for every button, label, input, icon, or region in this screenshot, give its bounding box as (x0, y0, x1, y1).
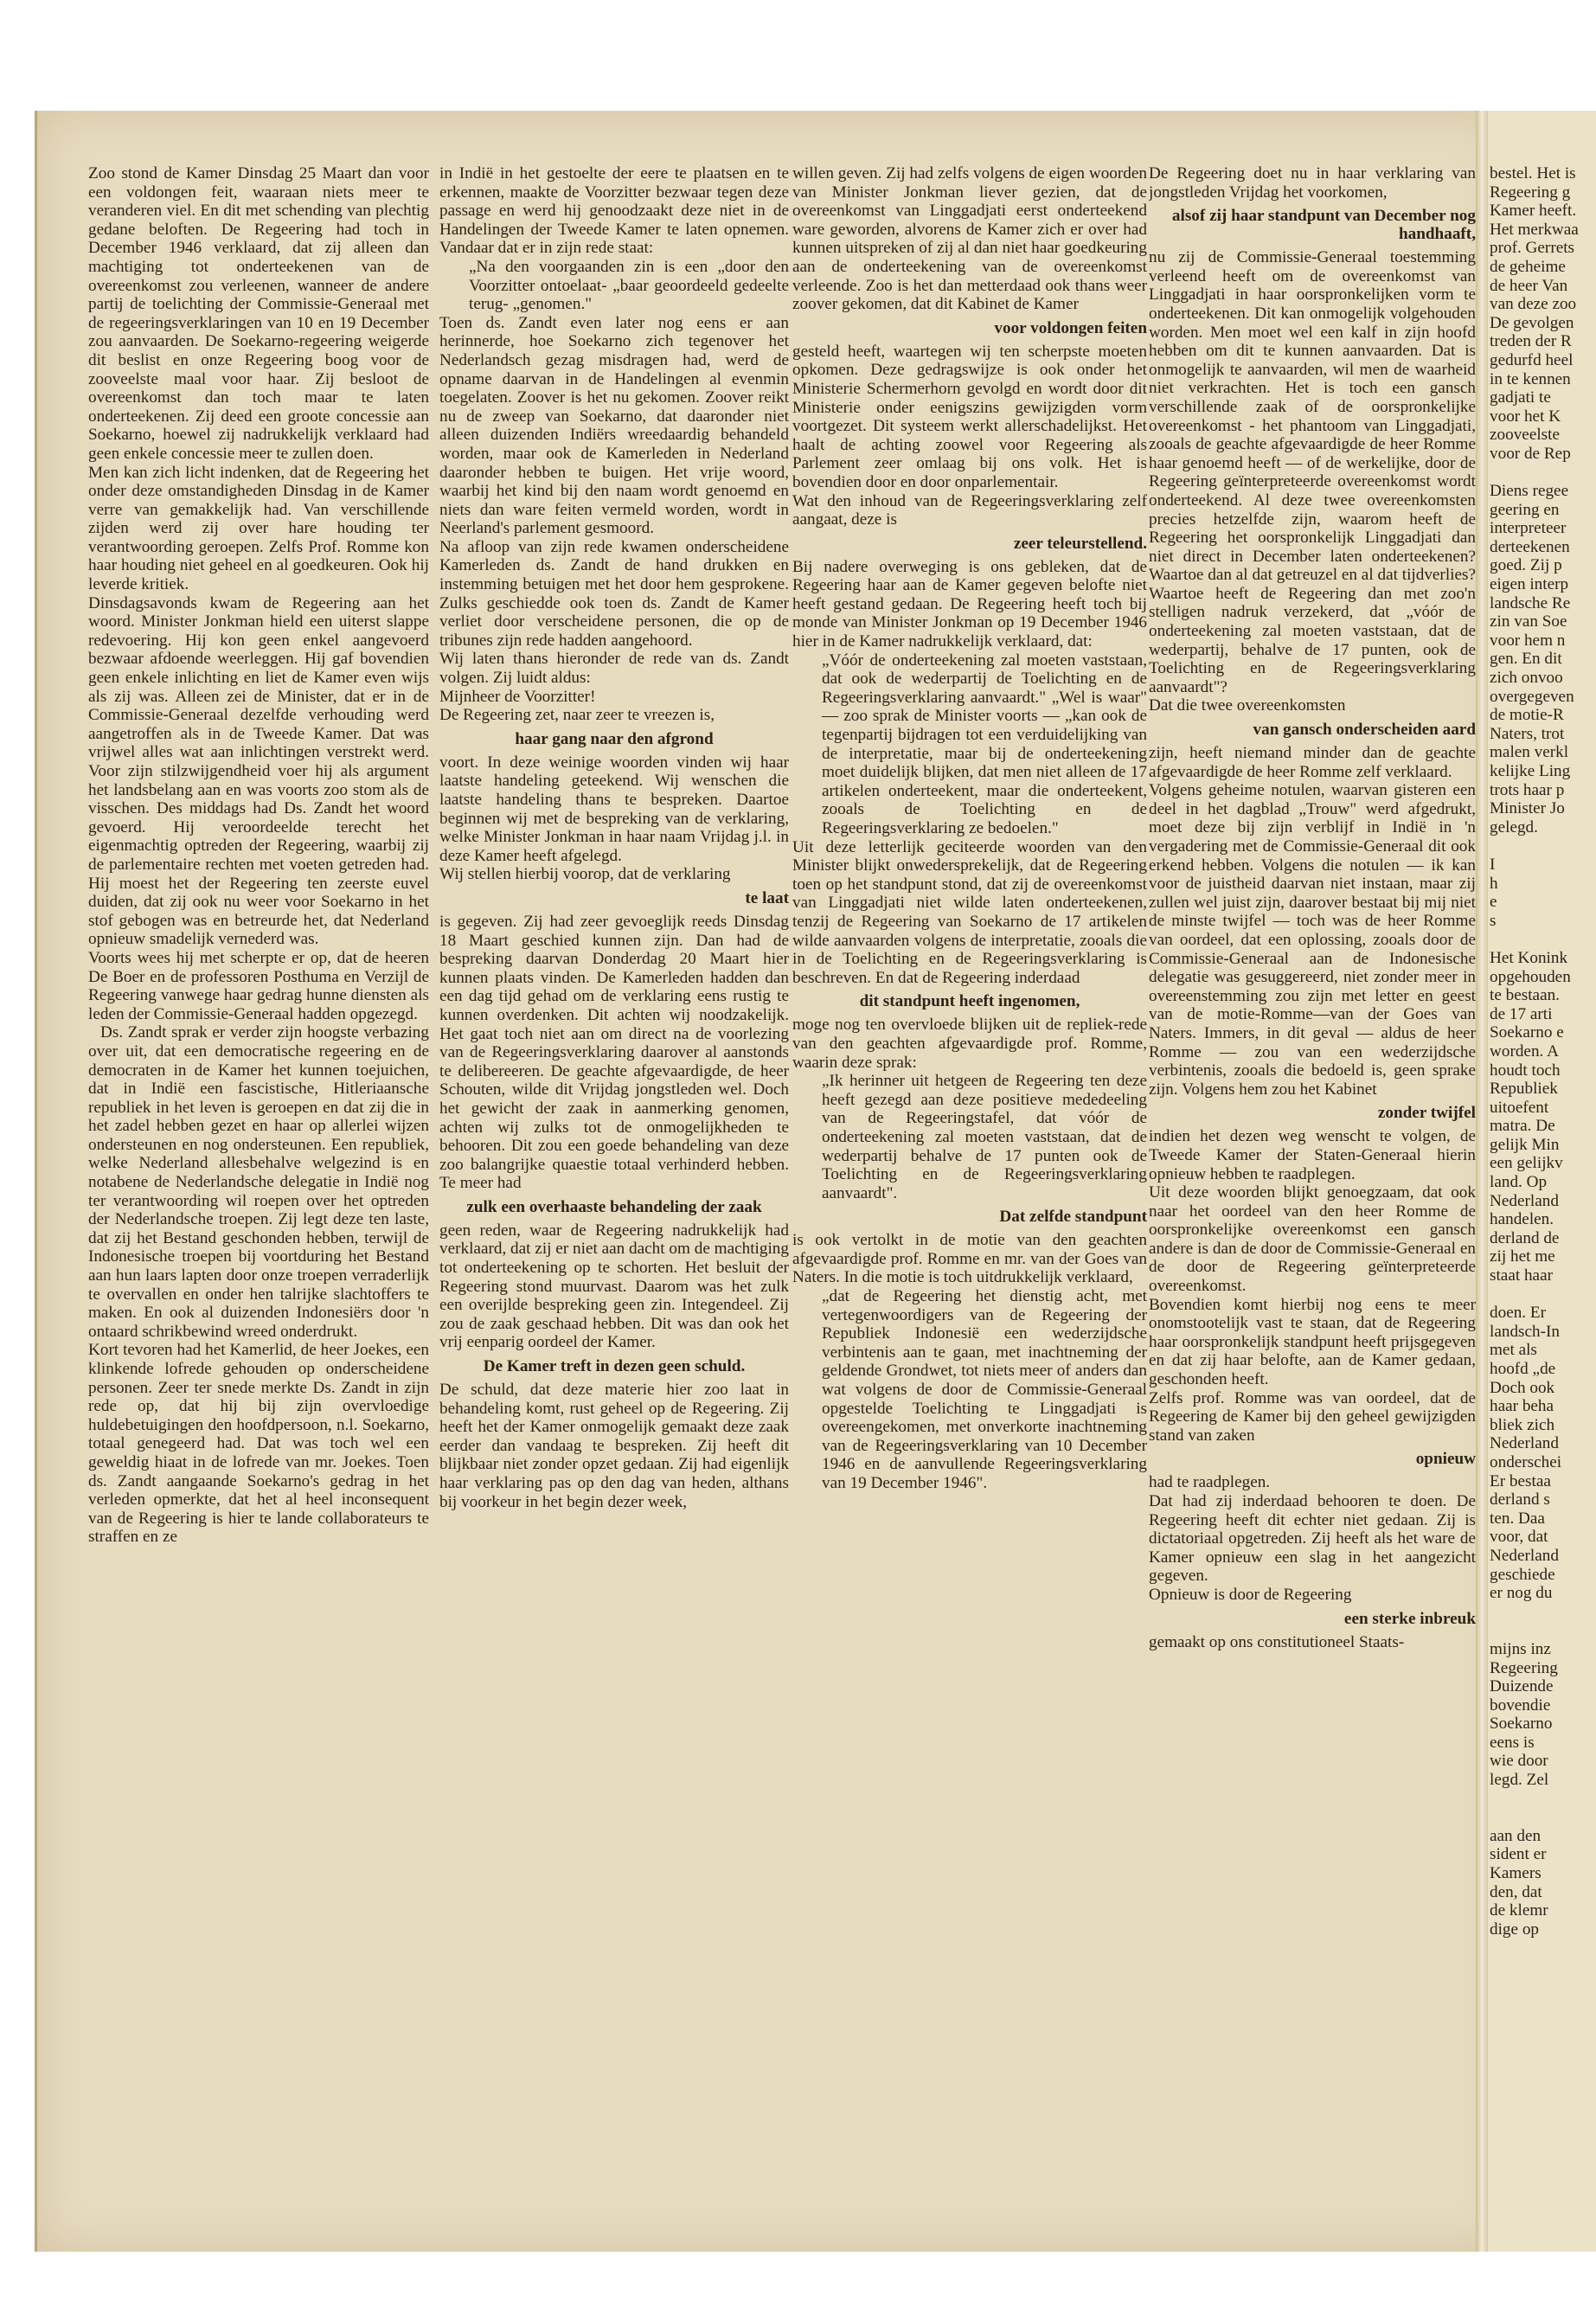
paragraph: moge nog ten overvloede blijken uit de repliek-rede van den geachten afgevaardigde prof. Romme, waarin deze sprak: (792, 1016, 1147, 1072)
paragraph: Dat die twee overeenkomsten (1149, 696, 1346, 715)
column-5-partial (1490, 164, 1595, 2154)
partial-line: voor, dat (1490, 1528, 1548, 1547)
partial-line: treden der R (1490, 332, 1572, 351)
partial-line: land. Op (1490, 1173, 1548, 1192)
paragraph: De Regeering zet, naar zeer te vreezen is, (439, 706, 715, 725)
subheading: De Kamer treft in dezen geen schuld. (483, 1357, 746, 1376)
partial-line: trots haar p (1490, 780, 1565, 799)
partial-line: uitoefent (1490, 1098, 1549, 1117)
paragraph: willen geven. Zij had zelfs volgens de eigen woorden van Minister Jonkman liever gezien, dat de overeenkomst van Linggadjati eerst onderteekend ware geworden, alvorens de Kamer zich er over had kunnen uitspreken of zij al dan niet haar goedkeuring aan de onderteekening van de overeenkomst verleende. Zoo is het dan metterdaad ook thans weer zoover gekomen, dat dit Kabinet de Kamer (792, 164, 1147, 314)
partial-line: hoofd „de (1490, 1360, 1556, 1378)
paragraph: gesteld heeft, waartegen wij ten scherpste moeten opkomen. Deze gedragswijze is ook onder het Ministerie Schermerhorn gevolgd en wordt door dit Ministerie onder eenigszins gewijzigden vorm voortgezet. Dit systeem werkt allerschadelijkst. Het haalt de achting zoowel voor Regeering als Parlement zeer omlaag bij ons volk. Het is bovendien door en door onparlementair. (792, 342, 1147, 491)
subheading: te laat (745, 888, 789, 907)
partial-line: Republiek (1490, 1080, 1558, 1099)
partial-line: landsch-In (1490, 1322, 1560, 1341)
partial-line: opgehouden (1490, 967, 1571, 986)
paragraph: Uit deze woorden blijkt genoegzaam, dat ook naar het oordeel van den heer Romme de oorspronkelijke overeenkomst een gansch andere is dan de door de Commissie-Generaal en de door de Regeering geïnterpreteerde overeenkomst. (1149, 1183, 1476, 1296)
paragraph: Mijnheer de Voorzitter! (439, 687, 596, 706)
partial-line: handelen. (1490, 1210, 1554, 1229)
partial-line: bliek zich (1490, 1415, 1555, 1434)
partial-line: gelegd. (1490, 817, 1538, 836)
subheading: van gansch onderscheiden aard (1253, 721, 1476, 740)
paragraph: Zelfs prof. Romme was van oordeel, dat de Regeering de Kamer bij den geheel gewijzigden stand van zaken (1149, 1388, 1476, 1445)
subheading: alsof zij haar standpunt van December nog handhaaft, (1171, 207, 1476, 244)
partial-line: landsche Re (1490, 593, 1571, 612)
partial-line (1490, 1790, 1595, 1809)
partial-line: gelijk Min (1490, 1135, 1560, 1154)
paragraph: De Regeering doet nu in haar verklaring van jongstleden Vrijdag het voorkomen, (1149, 164, 1476, 202)
column-4 (1149, 164, 1476, 2154)
partial-line: gadjati te (1490, 388, 1551, 407)
paragraph: Uit deze letterlijk geciteerde woorden van den Minister blijkt onwedersprekelijk, dat de Regeering toen op het standpunt stond, dat zij de overeenkomst van Linggadjati niet wilde laten onderteekenen, tenzij de Regeering van Soekarno de 17 artikelen wilde aanvaarden volgens de interpretatie, zooals die in de Toelichting en de Regeeringsverklaring is beschreven. En dat de Regeering inderdaad (792, 837, 1147, 987)
subheading: zeer teleurstellend. (1013, 534, 1147, 553)
subheading: een sterke inbreuk (1343, 1609, 1476, 1628)
paragraph: Opnieuw is door de Regeering (1149, 1585, 1352, 1604)
partial-line: bestel. Het is (1490, 164, 1576, 183)
partial-line: eens is (1490, 1733, 1535, 1752)
partial-line: zooveelste (1490, 426, 1560, 445)
partial-line: dige op (1490, 1920, 1540, 1939)
quote: „Ik herinner uit hetgeen de Regeering ten deze heeft gezegd aan deze positieve mededeeling van de Regeeringstafel, dat vóór de onderteekening zal moeten vaststaan, dat de wederpartij behalve de 17 punten ook de Toelichting en de Regeeringsverklaring aanvaardt". (822, 1072, 1147, 1202)
partial-line: derland s (1490, 1490, 1550, 1509)
partial-line: aan den (1490, 1826, 1542, 1845)
partial-line: I (1490, 855, 1496, 874)
subheading: opnieuw (1415, 1450, 1476, 1469)
partial-line: Regeering g (1490, 183, 1571, 202)
partial-line: in te kennen (1490, 369, 1571, 388)
paragraph: Bij nadere overweging is ons gebleken, dat de Regeering haar aan de Kamer gegeven belofte niet heeft gestand gedaan. De Regeering heeft toch bij monde van Minister Jonkman op 19 December 1946 hier in de Kamer nadrukkelijk verklaard, dat: (792, 557, 1147, 651)
partial-line: derteekenen (1490, 537, 1570, 556)
partial-line: geschiede (1490, 1565, 1555, 1584)
partial-line: houdt toch (1490, 1061, 1561, 1080)
paragraph: Voorts wees hij met scherpte er op, dat de heeren De Boer en de professoren Posthuma en Verzijl de Regeering vanwege haar gedrag hunne diensten als leden der Commissie-Generaal hadden opgezegd. (88, 948, 429, 1023)
partial-line: doen. Er (1490, 1304, 1547, 1323)
paragraph: Bovendien komt hierbij nog eens te meer onomstootelijk vast te staan, dat de Regeering haar oorspronkelijk standpunt heeft prijsgegeven en dat zij haar belofte, aan de Kamer gedaan, geschonden heeft. (1149, 1295, 1476, 1389)
partial-line (1490, 1621, 1595, 1640)
partial-line: Soekarno e (1490, 1023, 1564, 1042)
partial-line: Het merkwaa (1490, 220, 1579, 239)
paragraph: Wij laten thans hieronder de rede van ds. Zandt volgen. Zij luidt aldus: (439, 650, 789, 688)
paragraph: Na afloop van zijn rede kwamen onderscheidene Kamerleden ds. Zandt de hand drukken en instemming betuigen met het door hem gesprokene. Zulks geschiedde ook toen ds. Zandt de Kamer verliet door verscheidene personen, die op de tribunes zijn rede hadden aangehoord. (439, 537, 789, 650)
partial-line: Duizende (1490, 1677, 1554, 1696)
partial-line: de klemr (1490, 1901, 1548, 1920)
partial-line: voor de Rep (1490, 444, 1571, 463)
paragraph: Volgens geheime notulen, waarvan gisteren een deel in het dagblad „Trouw" werd afgedrukt, moet deze bij zijn verblijf in Indië in 'n vergadering met de Commissie-Generaal dit ook erkend hebben. Volgens die notulen — ik kan voor de juistheid daarvan niet instaan, maar zij zullen wel juist zijn, daarover bestaat bij mij niet de minste twijfel — toch was de heer Romme van oordeel, dat een oplossing, zooals door de Commissie-Generaal aan de Indonesische delegatie was gesuggereerd, niet zonder meer in overeenstemming zou zijn met letter en geest van de motie-Romme—van der Goes van Naters. Immers, in dit geval — aldus de heer Romme — zou van een wederzijdsche verbintenis, zooals die bedoeld is, geen sprake zijn. Volgens hem zou het Kabinet (1149, 781, 1476, 1099)
partial-line: eigen interp (1490, 575, 1569, 594)
partial-line: voor het K (1490, 407, 1561, 426)
paragraph: in Indië in het gestoelte der eere te plaatsen en te erkennen, maakte de Voorzitter bezwaar tegen deze passage en werd hij genoodzaakt deze niet in de Handelingen der Tweede Kamer te laten opnemen. Vandaar dat er in zijn rede staat: (439, 164, 789, 258)
partial-line: legd. Zel (1490, 1771, 1549, 1790)
paragraph: geen reden, waar de Regeering nadrukkelijk had verklaard, dat zij er niet aan dacht om de machtiging tot onderteekening op te schorten. Het besluit der Regeering stond muurvast. Daarom was het zulk een overijlde bespreking geen zin. Integendeel. Zij zou de zaak geschaad hebben. Dit was dan ook het vrij eenparig oordeel der Kamer. (439, 1221, 789, 1352)
subheading: haar gang naar den afgrond (515, 729, 714, 748)
paragraph: Wij stellen hierbij voorop, dat de verklaring (439, 865, 731, 884)
partial-line: de geheime (1490, 257, 1566, 276)
partial-line: overgegeven (1490, 687, 1574, 706)
partial-line: staat haar (1490, 1266, 1553, 1285)
partial-line: zin van Soe (1490, 612, 1567, 631)
partial-line: prof. Gerrets (1490, 239, 1575, 258)
subheading: zulk een overhaaste behandeling der zaak (466, 1197, 762, 1216)
partial-line (1490, 464, 1595, 483)
partial-line (1490, 1808, 1595, 1827)
paragraph: is ook vertolkt in de motie van den geachten afgevaardigde prof. Romme en mr. van der Goes van Naters. In die motie is toch uitdrukkelijk verklaard, (792, 1231, 1147, 1287)
partial-line: Minister Jo (1490, 799, 1565, 818)
subheading: Dat zelfde standpunt (999, 1208, 1147, 1227)
partial-line: malen verkl (1490, 743, 1569, 762)
subheading: dit standpunt heeft ingenomen, (859, 992, 1080, 1011)
partial-line: Doch ook (1490, 1378, 1555, 1397)
partial-line: matra. De (1490, 1117, 1555, 1136)
partial-line: wie door (1490, 1752, 1548, 1771)
partial-line: Nederland (1490, 1191, 1559, 1210)
partial-line: met als (1490, 1341, 1537, 1360)
column-2 (439, 164, 789, 2154)
partial-line: Het Konink (1490, 948, 1568, 967)
paragraph: Ds. Zandt sprak er verder zijn hoogste verbazing over uit, dat een democratische regeering en de democraten in de Kamer het kunnen toejuichen, dat in Indië een fascistische, Hitleriaansche republiek in het leven is geroepen en dat zij die in het zadel hebben gezet en haar op allerlei wijzen ondersteunen en nog ondersteunen. Een republiek, welke Nederland allesbehalve welgezind is en notabene de Nederlandsche delegatie in Indië nog ter verantwoording wil roepen over het optreden der Nederlandsche troepen. Zij legt deze ten laste, dat zij het Bestand geschonden hebben, terwijl de Indonesische troepen bij voortduring het Bestand aan hun laars lapten door onze troepen verraderlijk te overvallen en onder hen talrijke slachtoffers te maken. En ook al duizenden Indonesiërs door 'n ontaard schrikbewind wreed onderdrukt. (88, 1023, 429, 1341)
partial-line: er nog du (1490, 1584, 1553, 1603)
paragraph: Zoo stond de Kamer Dinsdag 25 Maart dan voor een voldongen feit, waaraan niets meer te veranderen viel. En dit met schending van plechtig gedane beloften. De Regeering had toch in December 1946 verklaard, dat zij alleen dan machtiging tot onderteekenen van de overeenkomst zou verleenen, wanneer de andere partij de toelichting der Commissie-Generaal met de regeeringsverklaringen van 10 en 19 December zou aanvaarden. De Soekarno-regeering weigerde dit beslist en onze Regeering boog voor de zooveelste maal voor haar. Zij besloot de overeenkomst dan toch maar te laten onderteekenen. Zij deed een groote concessie aan Soekarno, hoewel zij nadrukkelijk verklaard had geen enkele concessie meer te zullen doen. (88, 164, 429, 463)
partial-line: kelijke Ling (1490, 762, 1571, 780)
partial-line: interpreteer (1490, 519, 1567, 538)
partial-line: derland de (1490, 1228, 1560, 1247)
partial-line: bovendie (1490, 1695, 1551, 1715)
paragraph: is gegeven. Zij had zeer gevoeglijk reeds Dinsdag 18 Maart geschied kunnen zijn. Dan had de bespreking daarvan Donderdag 20 Maart hier kunnen plaats vinden. De Kamerleden hadden dan een dag tijd gehad om de verklaring eens rustig te kunnen overdenken. Dit achten wij noodzakelijk. Het gaat toch niet aan om direct na de voorlezing van de Regeeringsverklaring daarover al aanstonds te delibereeren. De geachte afgevaardigde, de heer Schouten, wilde dit Vrijdag jongstleden wel. Doch het gewicht der zaak in aanmerking genomen, achten wij zulks tot de onmogelijkheden te behooren. Dit zou een goede behandeling van deze zoo balangrijke quaestie totaal verhinderd hebben. Te meer had (439, 912, 789, 1193)
partial-line: voor hem n (1490, 631, 1566, 650)
paragraph: zijn, heeft niemand minder dan de geachte afgevaardigde de heer Romme zelf verklaard. (1149, 744, 1476, 781)
partial-line: de 17 arti (1490, 1004, 1553, 1023)
partial-line: goed. Zij p (1490, 556, 1562, 575)
paragraph: Dat had zij inderdaad behooren te doen. De Regeering heeft dit echter niet gedaan. Zij is dictatoriaal opgetreden. Zij heeft als het ware de Kamer opnieuw een slag in het aangezicht gegeven. (1149, 1492, 1476, 1586)
partial-line: Soekarno (1490, 1715, 1553, 1734)
quote: „Vóór de onderteekening zal moeten vaststaan, dat ook de wederpartij de Toelichting en de Regeeringsverklaring aanvaardt." „Wel is waar" — zoo sprak de Minister voorts — „kan ook de tegenpartij bijdragen tot een verduidelijking van de interpretatie, maar bij de onderteekening moet duidelijk blijken, dat men niet alleen de 17 artikelen onderteekent, maar die onderteekent, zooals de Toelichting en de Regeeringsverklaring ze bedoelen." (822, 651, 1147, 837)
partial-line: de motie-R (1490, 706, 1564, 725)
quote: „Na den voorgaanden zin is een „door den Voorzitter ontoelaat- „baar geoordeeld gedeelte terug- „genomen." (469, 257, 789, 314)
paragraph: indien het dezen weg wenscht te volgen, de Tweede Kamer der Staten-Generaal hierin opnieuw hebben te raadplegen. (1149, 1127, 1476, 1183)
partial-line (1490, 1285, 1595, 1304)
partial-line: h (1490, 874, 1498, 893)
partial-line: De gevolgen (1490, 313, 1574, 332)
partial-line (1490, 930, 1595, 949)
partial-line: geering en (1490, 500, 1560, 519)
page-fold (1476, 111, 1488, 2252)
partial-line: onderschei (1490, 1452, 1562, 1471)
partial-line: mijns inz (1490, 1639, 1551, 1658)
subheading: zonder twijfel (1377, 1104, 1476, 1123)
partial-line: e (1490, 893, 1497, 912)
partial-line: Diens regee (1490, 482, 1569, 501)
partial-line: Er bestaa (1490, 1471, 1551, 1490)
paragraph: Wat den inhoud van de Regeeringsverklaring zelf aangaat, deze is (792, 491, 1147, 529)
partial-line: Nederland (1490, 1434, 1559, 1453)
partial-line: zich onvoo (1490, 669, 1563, 688)
paragraph: Men kan zich licht indenken, dat de Regeering het onder deze omstandigheden Dinsdag in de Kamer verre van gemakkelijk had. Van verschillende zijden werd zij over hare houding ter verantwoording geroepen. Zelfs Prof. Romme kon haar houding niet geheel en al goedkeuren. Ook hij leverde kritiek. (88, 463, 429, 594)
subheading: voor voldongen feiten (994, 318, 1147, 337)
partial-line: Regeering (1490, 1658, 1558, 1677)
column-3 (792, 164, 1147, 2154)
partial-line (1490, 836, 1595, 856)
partial-line: ten. Daa (1490, 1509, 1545, 1528)
partial-line: den, dat (1490, 1882, 1542, 1901)
partial-line: gedurfd heel (1490, 350, 1574, 369)
paragraph: gemaakt op ons constitutioneel Staats- (1149, 1632, 1405, 1651)
column-1 (88, 164, 429, 2154)
partial-line: de heer Van (1490, 276, 1568, 295)
partial-line: te bestaan. (1490, 986, 1560, 1005)
partial-line: zij het me (1490, 1247, 1555, 1266)
partial-line: van deze zoo (1490, 295, 1577, 314)
partial-line: een gelijkv (1490, 1154, 1563, 1173)
partial-line: Nederland (1490, 1546, 1559, 1565)
partial-line: s (1490, 911, 1497, 930)
partial-line: Kamers (1490, 1864, 1542, 1883)
paragraph: Toen ds. Zandt even later nog eens er aan herinnerde, hoe Soekarno zich tegenover het Nederlandsch gezag misdragen had, werd de opname daarvan in de Handelingen al evenmin toegelaten. Zoover is het nu gekomen. Zoover reikt nu de zweep van Soekarno, dat daaronder niet alleen duizenden Indiërs wreedaardig behandeld worden, maar ook de Kamerleden in Nederland daaronder hebben te buigen. Het vrije woord, waarbij het kind bij den naam wordt genoemd en niets dan ware feiten vermeld worden, wordt in Neerland's parlement gesmoord. (439, 313, 789, 538)
partial-line: sident er (1490, 1845, 1547, 1864)
paragraph: nu zij de Commissie-Generaal toestemming verleend heeft om de overeenkomst van Linggadjati in haar oorspronkelijken vorm te onderteekenen. Dit kan onmogelijk volgehouden worden. Men moet wel een kalf in zijn hoofd hebben om dit te kunnen aanvaarden. Dat is onmogelijk te aanvaarden, wil men de waarheid niet verkrachten. Het is toch een gansch verschillende zaak of de oorspronkelijke overeenkomst - het phantoom van Linggadjati, zooals de geachte afgevaardigde de heer Romme haar genoemd heeft — of de werkelijke, door de Regeering geïnterpreteerde overeenkomst wordt onderteekend. Al deze twee overeenkomsten precies hetzelfde zijn, waarom heeft de Regeering het oorspronkelijk Linggadjati dan niet direct in December laten onderteekenen? Waartoe dan al dat getreuzel en al dat tijdverlies? Waartoe heeft de Regeering dan met zoo'n stelligen nadruk verzekerd, dat „vóór de onderteekening zal moeten vaststaan, dat de wederpartij, behalve de 17 punten, ook de Toelichting en de Regeeringsverklaring aanvaardt"? (1149, 248, 1476, 696)
partial-line: Kamer heeft. (1490, 202, 1577, 221)
paragraph: Kort tevoren had het Kamerlid, de heer Joekes, een klinkende lofrede gehouden op onderscheidene personen. Zeer ter snede merkte Ds. Zandt in zijn rede op, dat hij bij zijn overvloedige huldebetuigingen den hoofdpersoon, n.l. Soekarno, totaal genegeerd had. Dat was toch wel een geweldig hiaat in de lofrede van mr. Joekes. Toen ds. Zandt aangaande Soekarno's gedrag in het verleden opmerkte, dat het al heel inconsequent van de Regeering is hier te lande collaborateurs te straffen en ze (88, 1341, 429, 1547)
paragraph: De schuld, dat deze materie hier zoo laat in behandeling komt, rust geheel op de Regeering. Zij heeft het der Kamer onmogelijk gemaakt deze zaak eerder dan vandaag te bespreken. Zij heeft dit blijkbaar niet zonder opzet gedaan. Zij had eigenlijk haar verklaring pas op den dag van heden, althans bij voorkeur in het begin dezer week, (439, 1381, 789, 1511)
partial-line: gen. En dit (1490, 650, 1562, 669)
partial-line (1490, 1603, 1595, 1622)
paragraph: voort. In deze weinige woorden vinden wij haar laatste handeling geteekend. Wij wenschen die laatste handeling thans te bespreken. Daartoe beginnen wij met de bespreking van de verklaring, welke Minister Jonkman in haar naam Vrijdag j.l. in deze Kamer heeft afgelegd. (439, 753, 789, 865)
paragraph: had te raadplegen. (1149, 1473, 1271, 1492)
partial-line: Naters, trot (1490, 724, 1565, 743)
paragraph: Dinsdagsavonds kwam de Regeering aan het woord. Minister Jonkman hield een uiterst slappe redevoering. Hij kon geen enkel aangevoerd bezwaar afdoende weerleggen. Hij gaf bovendien geen enkele inlichting en liet de Kamer even wijs als zij was. Alleen zei de Minister, dat er in de Commissie-Generaal dezelfde verhouding werd aangetroffen als in de Tweede Kamer. Dat was vrijwel alles wat aan inlichtingen verstrekt werd. Voor zijn stilzwijgendheid voer hij als argument het landsbelang aan en was voorts zoo stom als de visschen. Des middags had Ds. Zandt het woord gevoerd. Hij veroordeelde terecht het eigenmachtig optreden der Regeering, waarbij zij de parlementaire rechten met voeten getreden had. Hij moest het der Regeering ten zeerste euvel duiden, dat zij ook nu weer voor Soekarno in het stof gebogen was en betreurde het, dat Nederland opnieuw smadelijk vernederd was. (88, 593, 429, 949)
partial-line: worden. A (1490, 1042, 1559, 1061)
quote: „dat de Regeering het dienstig acht, met vertegenwoordigers van de Regeering der Republiek Indonesië een wederzijdsche verbintenis aan te gaan, met inachtneming der geldende Grondwet, tot niets meer of anders dan wat volgens de door de Commissie-Generaal opgestelde Toelichting te Linggadjati is overeengekomen, met onverkorte inachtneming van de Regeeringsverklaring van 10 December 1946 en de aanvullende Regeeringsverklaring van 19 December 1946". (822, 1287, 1147, 1492)
partial-line: haar beha (1490, 1397, 1554, 1416)
